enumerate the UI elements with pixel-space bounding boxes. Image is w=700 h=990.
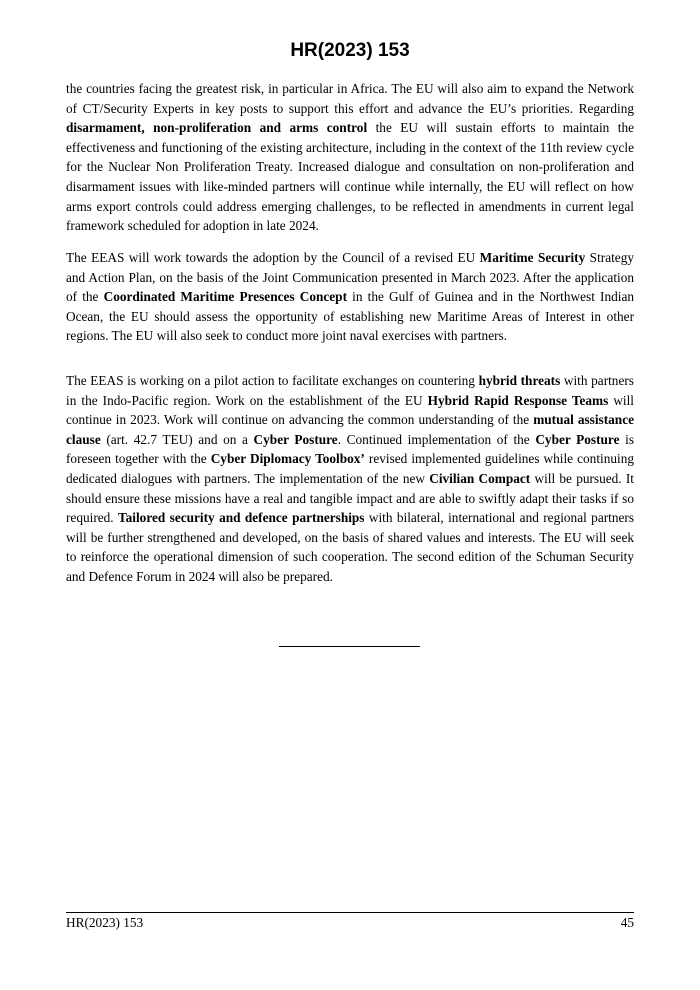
bold-term-disarmament: disarmament, non-proliferation and arms control	[66, 120, 368, 136]
text-run: the EU will sustain efforts to maintain the effectiveness and functioning of the existing architecture, including in the context of the 11th review cycle for the Nuclear Non Proliferation Treaty. Increased dialogue and consultation on non-proliferation and disarmament issues with like-minded partners will continue while internally, the EU will reflect on how arms export controls could address emerging challenges, to be reflected in amendments in current legal framework scheduled for adoption in late 2024.	[66, 120, 634, 234]
bold-term-hybrid-threats: hybrid threats	[478, 373, 561, 388]
bold-term-cyber-posture: Cyber Posture	[535, 431, 620, 447]
paragraph-maritime-security	[66, 248, 634, 346]
text-run: The EEAS will work towards the adoption by the Council of a revised EU	[66, 250, 480, 265]
footer-page-number: 45	[620, 915, 634, 930]
text-run: in the Gulf of Guinea and in the Northwest Indian Ocean, the EU should assess the opportunity of establishing new Maritime Areas of Interest in other regions. The EU will also seek to conduct more joint naval exercises with partners.	[66, 289, 634, 344]
text-run: Strategy and Action Plan, on the basis of the Joint Communication presented in March 2023. After the application of the	[66, 250, 634, 305]
bold-term-coordinated-maritime-presences: Coordinated Maritime Presences Concept	[103, 289, 347, 305]
bold-term-cyber-posture: Cyber Posture	[253, 431, 338, 447]
bold-term-cyber-diplomacy-toolbox: Cyber Diplomacy Toolbox’	[210, 451, 365, 467]
paragraph-hybrid-threats	[66, 371, 634, 587]
text-run: will be pursued. It should ensure these missions have a real and tangible impact and are able to swiftly adapt their tasks if so required.	[66, 470, 634, 526]
bold-term-hybrid-rapid-response-teams: Hybrid Rapid Response Teams	[427, 392, 609, 408]
text-run: with partners in the Indo-Pacific region. Work on the establishment of the EU	[66, 373, 634, 408]
bold-term-civilian-compact: Civilian Compact	[429, 470, 531, 486]
bold-term-maritime-security: Maritime Security	[479, 250, 586, 265]
text-run: will continue in 2023. Work will continue on advancing the common understanding of the	[66, 392, 635, 428]
bold-term-mutual-assistance-clause: mutual assistance clause	[66, 412, 634, 447]
footer-divider	[66, 912, 634, 913]
text-run: . Continued implementation of the	[337, 431, 536, 447]
text-run: revised implemented guidelines while continuing dedicated dialogues with partners. The implementation of the new	[66, 451, 635, 486]
bold-term-tailored-partnerships: Tailored security and defence partnerships	[118, 510, 365, 526]
paragraph-disarmament	[66, 79, 634, 236]
text-run: The EEAS is working on a pilot action to facilitate exchanges on countering	[66, 373, 479, 388]
footer-doc-ref: HR(2023) 153	[66, 915, 144, 930]
end-of-section-rule	[279, 646, 420, 647]
text-run: (art. 42.7 TEU) and on a	[100, 431, 254, 447]
text-run: is foreseen together with the	[66, 431, 634, 467]
page-header-title: HR(2023) 153	[290, 40, 410, 61]
text-run: with bilateral, international and regional partners will be further strengthened and developed, on the basis of shared values and interests. The EU will seek to reinforce the operational dimension of such cooperation. The second edition of the Schuman Security and Defence Forum in 2024 will also be prepared.	[66, 510, 634, 584]
text-run: the countries facing the greatest risk, in particular in Africa. The EU will also aim to expand the Network of CT/Security Experts in key posts to support this effort and advance the EU’s priorities. Regarding	[66, 81, 634, 116]
